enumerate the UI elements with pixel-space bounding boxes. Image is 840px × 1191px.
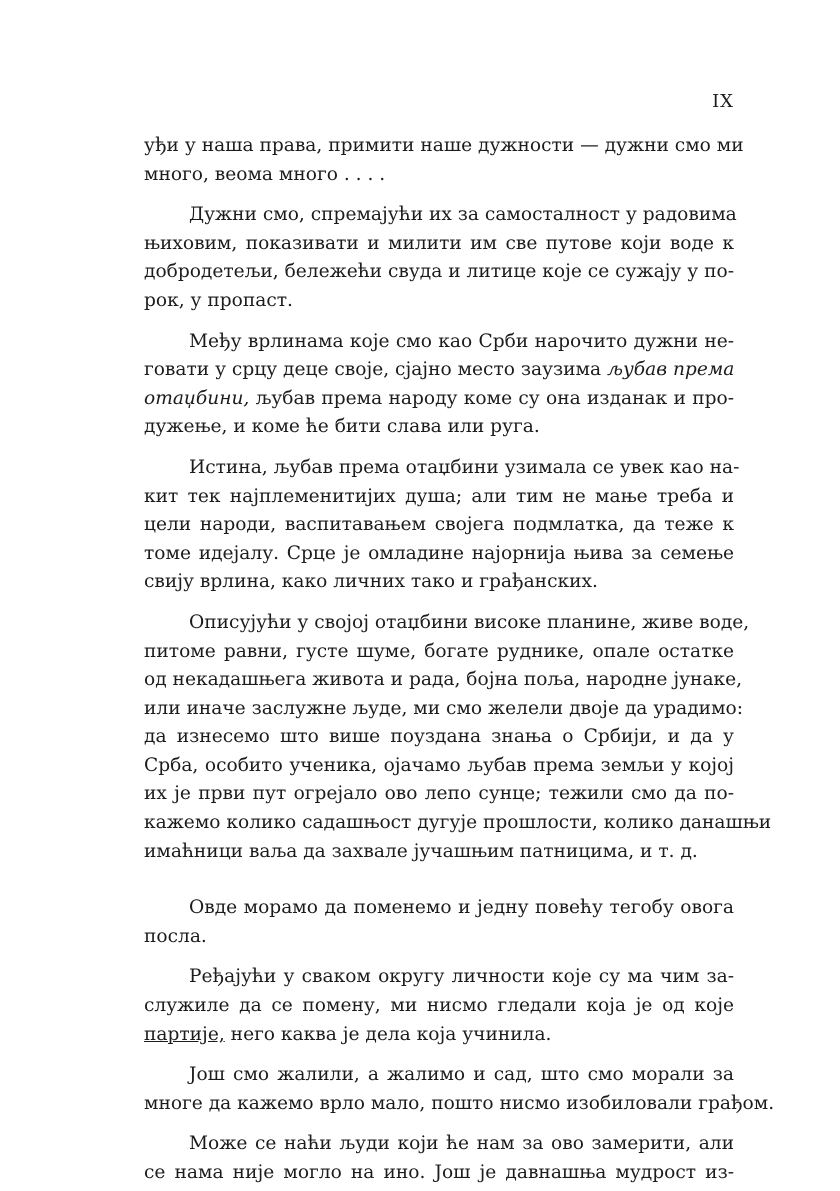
text-line: Описујући у својој отаџбини високе планине, живе воде, bbox=[189, 611, 750, 633]
text-line: питоме равни, густе шуме, богате руднике, опале остатке bbox=[144, 640, 734, 662]
text-line: рок, у пропаст. bbox=[144, 289, 293, 311]
italic-phrase: отаџбини, bbox=[144, 387, 250, 409]
paragraph bbox=[144, 454, 740, 597]
text-line: добродетељи, бележећи свуда и литице које се сужају у по- bbox=[144, 261, 734, 283]
text-segment: него каква је дела која учинила. bbox=[230, 1023, 552, 1045]
text-line: многе да кажемо врло мало, пошто нисмо изобиловали грађом. bbox=[144, 1092, 775, 1114]
text-line: имаћници ваља да захвале јучашњим патницима, и т. д. bbox=[144, 840, 698, 862]
text-line: Међу врлинама које смо као Срби нарочито дужни не- bbox=[189, 330, 734, 352]
text-line: Дужни смо, спремајући их за самосталност у радовима bbox=[189, 204, 737, 226]
body-text bbox=[144, 132, 775, 1188]
text-line: се нама није могло на ино. Још је давнашња мудрост из- bbox=[144, 1162, 734, 1183]
text-line: кажемо колико садашњост дугује прошлости, колико данашњи bbox=[144, 812, 772, 834]
paragraph bbox=[144, 1130, 734, 1187]
text-line: уђи у наша права, примити наше дужности — дужни смо ми bbox=[144, 135, 744, 156]
text-line: посла. bbox=[144, 925, 207, 947]
text-line: томе идејалу. Срце је омладине најорнија њива за семење bbox=[144, 542, 734, 564]
text-line bbox=[144, 356, 734, 385]
text-line: или иначе заслужне људе, ми смо желели двоје да урадимо: bbox=[144, 697, 743, 719]
underlined-word: партије, bbox=[144, 1023, 225, 1045]
page-number: IX bbox=[712, 91, 734, 112]
text-line: служиле да се помену, ми нисмо гледали која је од које bbox=[144, 995, 734, 1017]
text-line: их је први пут огрејало ово лепо сунце; тежили смо да по- bbox=[144, 783, 734, 805]
text-line: да изнесемо што више поуздана знања о Србији, и да у bbox=[144, 726, 734, 748]
paragraph bbox=[144, 894, 734, 951]
text-line bbox=[144, 385, 734, 414]
text-line: Може се наћи људи који ће нам за ово замерити, али bbox=[189, 1133, 734, 1155]
paragraph bbox=[144, 609, 772, 866]
text-line: Овде морамо да поменемо и једну повећу тегобу овога bbox=[189, 897, 734, 919]
text-line: кит тек најплеменитијих душа; али тим не мање треба и bbox=[144, 485, 734, 507]
text-line: Срба, особито ученика, ојачамо љубав према земљи у којој bbox=[144, 754, 734, 776]
paragraph bbox=[144, 201, 737, 315]
text-line: Ређајући у сваком округу личности које су ма чим за- bbox=[189, 966, 734, 988]
text-line: Истина, љубав према отаџбини узимала се увек као на- bbox=[189, 456, 740, 478]
paragraph bbox=[144, 328, 734, 442]
text-line: дужење, и коме ће бити слава или руга. bbox=[144, 416, 540, 438]
paragraph bbox=[144, 963, 734, 1049]
text-line bbox=[144, 1021, 734, 1050]
paragraph bbox=[144, 132, 744, 189]
text-line: цели народи, васпитавањем својега подмлатка, да теже к bbox=[144, 514, 734, 536]
italic-phrase: љубав према bbox=[607, 359, 735, 381]
text-line: много, веома много . . . . bbox=[144, 163, 386, 185]
text-line: Још смо жалили, а жалимо и сад, што смо морали за bbox=[189, 1064, 734, 1086]
text-line: свију врлина, како личних тако и грађанских. bbox=[144, 571, 598, 593]
text-segment: љубав према народу коме су она изданак и про- bbox=[255, 387, 734, 409]
text-line: њиховим, показивати и милити им све путове који воде к bbox=[144, 232, 734, 254]
text-line: од некадашњега живота и рада, бојна поља, народне јунаке, bbox=[144, 669, 743, 691]
paragraph bbox=[144, 1061, 775, 1118]
text-segment: говати у срцу деце своје, сјајно место заузима bbox=[144, 359, 602, 381]
